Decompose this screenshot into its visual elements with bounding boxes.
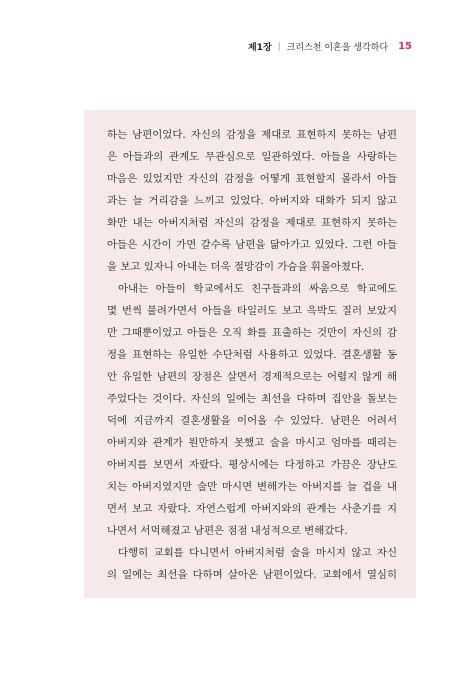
text-line: 덕에 지금까지 결혼생활을 이어올 수 있었다. 남편은 어려서 — [107, 415, 397, 427]
text-line: 과는 늘 거리감을 느끼고 있었다. 아버지와 대화가 되지 않고 — [107, 195, 397, 207]
text-line: 만 그때뿐이었고 아들은 오직 화를 표출하는 것만이 자신의 감 — [107, 327, 397, 339]
page-number: 15 — [398, 41, 412, 52]
text-line: 치는 아버지였지만 술만 마시면 변해가는 아버지를 늘 겁을 내 — [107, 481, 397, 493]
text-line: 아버지를 보면서 자랐다. 평상시에는 다정하고 가끔은 장난도 — [107, 459, 397, 471]
text-line: 을 보고 있자니 아내는 더욱 절망감이 가슴을 휘몰아쳤다. — [107, 261, 365, 273]
body-text — [107, 124, 397, 586]
text-line: 주었다는 것이다. 자신의 일에는 최선을 다하며 집안을 돌보는 — [107, 393, 397, 405]
text-line: 마음은 있었지만 자신의 감정을 어떻게 표현할지 몰라서 아들 — [107, 173, 397, 185]
text-line: 면서 보고 자랐다. 자연스럽게 아버지와의 관계는 사춘기를 지 — [107, 503, 397, 515]
text-line: 은 아들과의 관계도 무관심으로 일관하였다. 아들을 사랑하는 — [107, 151, 397, 163]
running-header — [248, 40, 412, 53]
text-line: 아들은 시간이 가면 갈수록 남편을 닮아가고 있었다. 그런 아들 — [107, 239, 397, 251]
text-line: 다행히 교회를 다니면서 아버지처럼 술을 마시지 않고 자신 — [118, 547, 397, 559]
text-line: 하는 남편이었다. 자신의 감정을 제대로 표현하지 못하는 남편 — [107, 129, 397, 141]
text-line: 아버지와 관계가 원만하지 못했고 술을 마시고 엄마를 때리는 — [107, 437, 397, 449]
text-line: 안 유일한 남편의 장점은 살면서 경제적으로는 어렵지 않게 해 — [107, 371, 397, 383]
chapter-label: 제1장 — [248, 43, 272, 53]
text-line: 의 일에는 최선을 다하며 살아온 남편이었다. 교회에서 열심히 — [107, 569, 397, 581]
text-line: 화만 내는 아버지처럼 자신의 감정을 제대로 표현하지 못하는 — [107, 217, 397, 229]
text-line: 정을 표현하는 유일한 수단처럼 사용하고 있었다. 결혼생활 동 — [107, 349, 397, 361]
text-line: 아내는 아들이 학교에서도 친구들과의 싸움으로 학교에도 — [118, 283, 397, 295]
header-separator: | — [277, 41, 281, 52]
text-line: 나면서 서먹해졌고 남편은 점점 내성적으로 변해갔다. — [107, 525, 348, 537]
text-line: 몇 번씩 불려가면서 아들을 타일러도 보고 윽박도 질러 보았지 — [107, 305, 397, 317]
chapter-title: 크리스천 이혼을 생각하다 — [286, 43, 389, 53]
